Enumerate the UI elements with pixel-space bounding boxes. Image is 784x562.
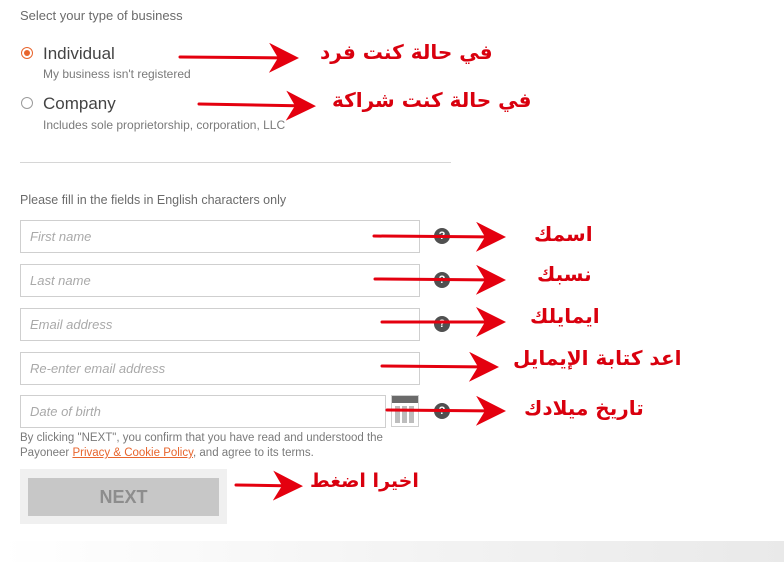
annotation-reenter-email: اعد كتابة الإيمايل (513, 346, 682, 370)
last-name-help-icon[interactable]: ? (434, 272, 450, 288)
arrow-last-name (375, 279, 500, 280)
consent-text: By clicking "NEXT", you confirm that you have read and understood the Payoneer Privacy & Cookie Policy, and agree to its terms. (20, 432, 383, 459)
arrow-individual (180, 57, 293, 58)
business-type-heading: Select your type of business (20, 8, 183, 23)
annotation-first-name: اسمك (534, 222, 593, 246)
next-button[interactable]: NEXT (28, 478, 219, 516)
annotation-next: اخيرا اضغط (310, 470, 419, 492)
english-only-note: Please fill in the fields in English characters only (20, 193, 287, 207)
annotation-individual: في حالة كنت فرد (320, 40, 493, 64)
privacy-policy-link[interactable]: Privacy & Cookie Policy (72, 447, 194, 459)
annotation-last-name: نسبك (537, 262, 592, 286)
arrow-birth-date (387, 410, 500, 411)
annotation-company: في حالة كنت شراكة (332, 88, 532, 112)
annotation-email: ايمايلك (530, 304, 600, 328)
annotation-birth-date: تاريخ ميلادك (524, 396, 644, 420)
company-label[interactable]: Company (43, 94, 116, 113)
individual-description: My business isn't registered (43, 67, 191, 81)
arrow-company (199, 104, 310, 106)
email-help-icon[interactable]: ? (434, 316, 450, 332)
first-name-help-icon[interactable]: ? (434, 228, 450, 244)
arrow-first-name (374, 236, 500, 237)
date-of-birth-help-icon[interactable]: ? (434, 403, 450, 419)
arrow-reenter-email (382, 366, 493, 367)
individual-label[interactable]: Individual (43, 44, 115, 63)
company-description: Includes sole proprietorship, corporation, LLC (43, 118, 286, 132)
arrow-next (236, 485, 297, 486)
